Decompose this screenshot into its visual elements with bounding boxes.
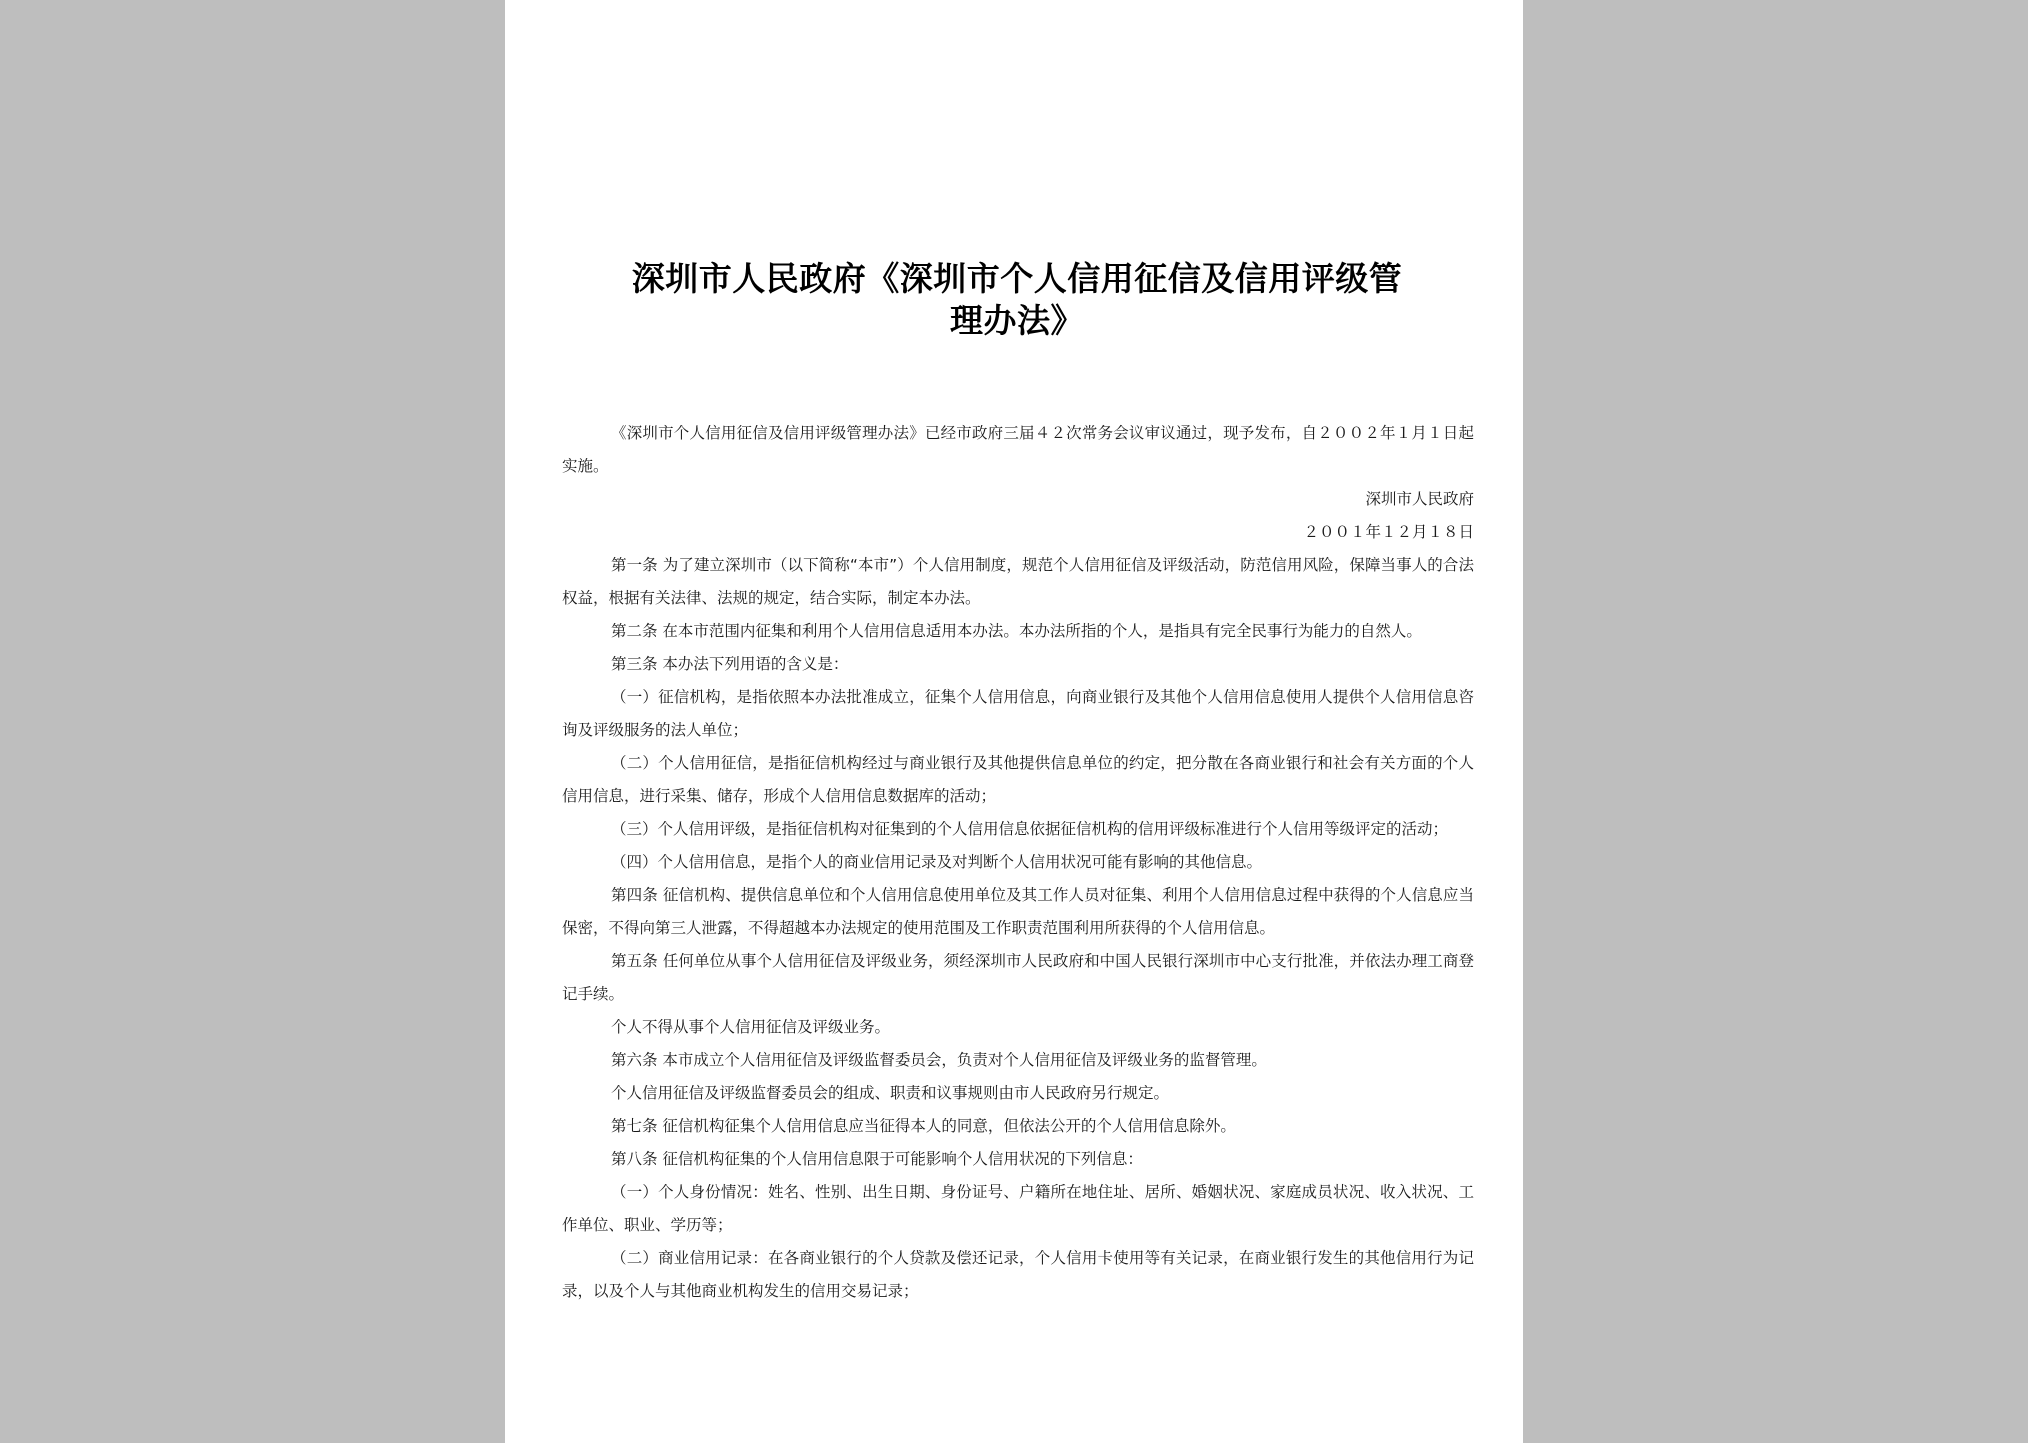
article-paragraph: （三）个人信用评级，是指征信机构对征集到的个人信用信息依据征信机构的信用评级标准进行个人信用等级评定的活动； xyxy=(611,820,1449,838)
article-paragraph: （二）个人信用征信，是指征信机构经过与商业银行及其他提供信息单位的约定，把分散在各商业银行和社会有关方面的个人信用信息，进行采集、储存，形成个人信用信息数据库的活动； xyxy=(562,754,1474,805)
article-paragraph: （四）个人信用信息，是指个人的商业信用记录及对判断个人信用状况可能有影响的其他信息。 xyxy=(611,853,1263,871)
article-paragraph: 第六条 本市成立个人信用征信及评级监督委员会，负责对个人信用征信及评级业务的监督管理。 xyxy=(611,1051,1267,1069)
article-paragraph: 个人不得从事个人信用征信及评级业务。 xyxy=(611,1018,891,1036)
article-paragraph: （一）征信机构，是指依照本办法批准成立，征集个人信用信息，向商业银行及其他个人信用信息使用人提供个人信用信息咨询及评级服务的法人单位； xyxy=(562,688,1474,739)
document-title xyxy=(567,258,1467,342)
title-line-2: 理办法》 xyxy=(950,301,1084,340)
article-paragraph: 第三条 本办法下列用语的含义是： xyxy=(611,655,849,673)
document-body xyxy=(562,417,1474,1308)
article-paragraph: （二）商业信用记录：在各商业银行的个人贷款及偿还记录，个人信用卡使用等有关记录，在商业银行发生的其他信用行为记录，以及个人与其他商业机构发生的信用交易记录； xyxy=(562,1249,1474,1300)
intro-paragraph: 《深圳市个人信用征信及信用评级管理办法》已经市政府三届４２次常务会议审议通过，现予发布，自２００２年１月１日起实施。 xyxy=(562,424,1474,475)
article-paragraph: 第五条 任何单位从事个人信用征信及评级业务，须经深圳市人民政府和中国人民银行深圳市中心支行批准，并依法办理工商登记手续。 xyxy=(562,952,1474,1003)
article-paragraph: 第一条 为了建立深圳市（以下简称“本市”）个人信用制度，规范个人信用征信及评级活动，防范信用风险，保障当事人的合法权益，根据有关法律、法规的规定，结合实际，制定本办法。 xyxy=(562,556,1474,607)
article-paragraph: 第二条 在本市范围内征集和利用个人信用信息适用本办法。本办法所指的个人，是指具有完全民事行为能力的自然人。 xyxy=(611,622,1422,640)
issuer-line: 深圳市人民政府 xyxy=(1365,490,1474,508)
article-paragraph: 第八条 征信机构征集的个人信用信息限于可能影响个人信用状况的下列信息： xyxy=(611,1150,1143,1168)
title-line-1: 深圳市人民政府《深圳市个人信用征信及信用评级管 xyxy=(631,259,1403,298)
article-paragraph: （一）个人身份情况：姓名、性别、出生日期、身份证号、户籍所在地住址、居所、婚姻状况、家庭成员状况、收入状况、工作单位、职业、学历等； xyxy=(562,1183,1474,1234)
document-page xyxy=(505,0,1523,1443)
article-paragraph: 第四条 征信机构、提供信息单位和个人信用信息使用单位及其工作人员对征集、利用个人信用信息过程中获得的个人信息应当保密，不得向第三人泄露，不得超越本办法规定的使用范围及工作职责范围利用所获得的个人信用信息。 xyxy=(562,886,1474,937)
date-line: ２００１年１２月１８日 xyxy=(1303,523,1474,541)
article-paragraph: 个人信用征信及评级监督委员会的组成、职责和议事规则由市人民政府另行规定。 xyxy=(611,1084,1170,1102)
article-paragraph: 第七条 征信机构征集个人信用信息应当征得本人的同意，但依法公开的个人信用信息除外。 xyxy=(611,1117,1236,1135)
